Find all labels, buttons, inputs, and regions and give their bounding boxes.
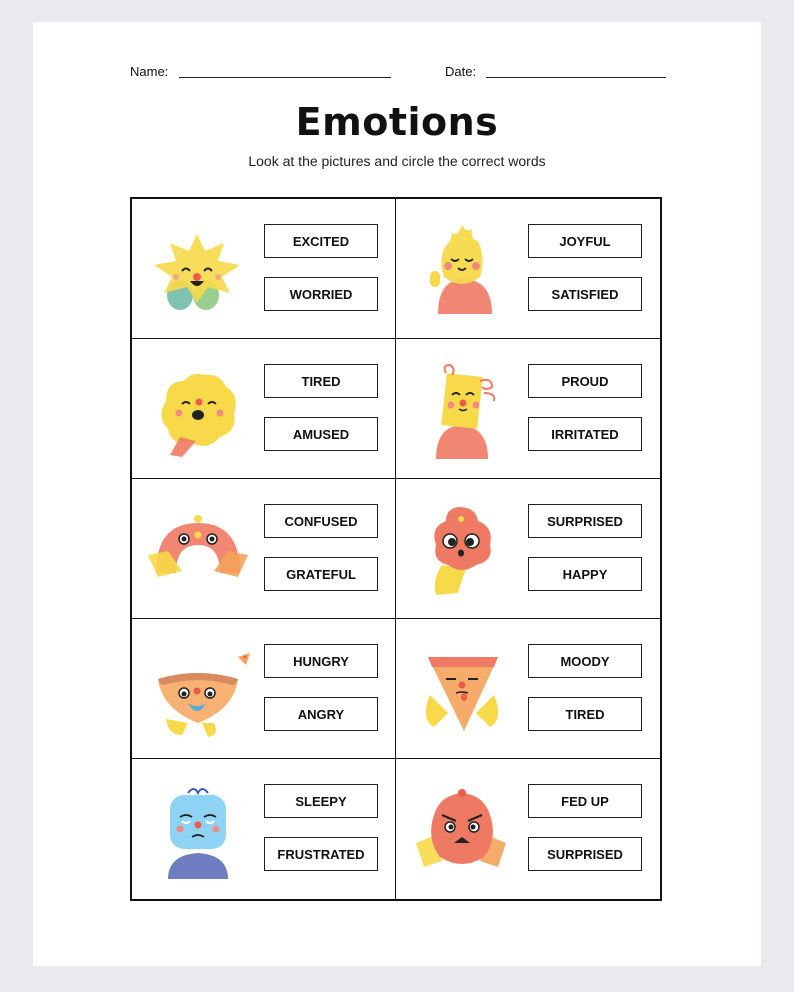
word-option[interactable]: SURPRISED xyxy=(528,504,642,538)
emotion-grid xyxy=(130,197,662,901)
date-label: Date: xyxy=(445,64,477,79)
word-option[interactable]: ANGRY xyxy=(264,697,378,731)
emotion-cell xyxy=(396,199,660,339)
starburst-face-icon xyxy=(142,219,252,319)
word-option[interactable]: JOYFUL xyxy=(528,224,642,258)
worksheet-page xyxy=(33,22,761,966)
emotion-cell xyxy=(396,619,660,759)
instructions: Look at the pictures and circle the correct words xyxy=(248,153,546,169)
emotion-cell xyxy=(132,479,396,619)
word-option[interactable]: AMUSED xyxy=(264,417,378,451)
flame-face-icon xyxy=(406,219,516,319)
word-option[interactable]: IRRITATED xyxy=(528,417,642,451)
word-option[interactable]: PROUD xyxy=(528,364,642,398)
word-option[interactable]: HUNGRY xyxy=(264,644,378,678)
emotion-cell xyxy=(132,619,396,759)
word-option[interactable]: SATISFIED xyxy=(528,277,642,311)
pizza-bite-face-icon xyxy=(142,639,252,739)
emotion-cell xyxy=(396,759,660,899)
word-option[interactable]: TIRED xyxy=(528,697,642,731)
emotion-cell xyxy=(132,339,396,479)
emotion-cell xyxy=(132,759,396,899)
arch-face-icon xyxy=(142,499,252,599)
name-label: Name: xyxy=(130,64,169,79)
emotion-cell xyxy=(396,479,660,619)
word-option[interactable]: FRUSTRATED xyxy=(264,837,378,871)
emotion-cell xyxy=(132,199,396,339)
square-head-face-icon xyxy=(406,359,516,459)
emotion-cell xyxy=(396,339,660,479)
crying-blue-face-icon xyxy=(142,779,252,879)
word-option[interactable]: SURPRISED xyxy=(528,837,642,871)
word-option[interactable]: HAPPY xyxy=(528,557,642,591)
word-option[interactable]: FED UP xyxy=(528,784,642,818)
triangle-face-icon xyxy=(406,639,516,739)
angry-red-face-icon xyxy=(406,779,516,879)
word-option[interactable]: SLEEPY xyxy=(264,784,378,818)
word-option[interactable]: EXCITED xyxy=(264,224,378,258)
word-option[interactable]: WORRIED xyxy=(264,277,378,311)
name-field-line[interactable] xyxy=(179,77,391,78)
word-option[interactable]: CONFUSED xyxy=(264,504,378,538)
word-option[interactable]: GRATEFUL xyxy=(264,557,378,591)
mushroom-face-icon xyxy=(406,499,516,599)
word-option[interactable]: MOODY xyxy=(528,644,642,678)
date-field-line[interactable] xyxy=(486,77,666,78)
word-option[interactable]: TIRED xyxy=(264,364,378,398)
page-title: Emotions xyxy=(295,100,499,144)
yawning-blob-face-icon xyxy=(142,359,252,459)
